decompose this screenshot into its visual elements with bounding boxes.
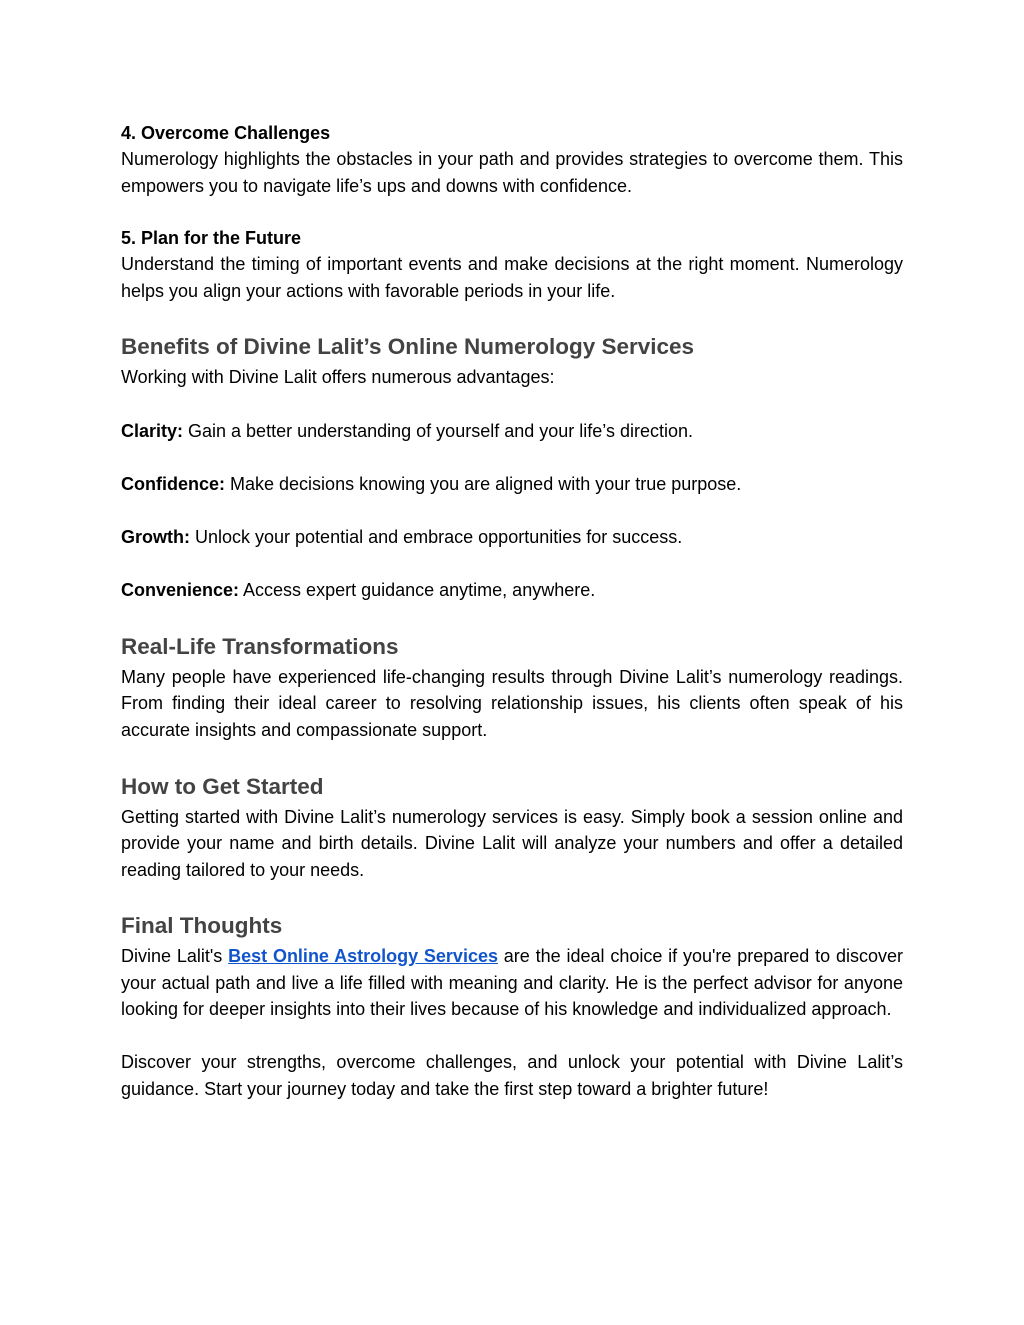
section-overcome-challenges bbox=[121, 120, 903, 199]
benefit-text: Make decisions knowing you are aligned with your true purpose. bbox=[225, 473, 742, 494]
paragraph: Many people have experienced life-changing results through Divine Lalit’s numerology readings. From finding their ideal career to resolving relationship issues, his clients often speak of his accurate insights and compassionate support. bbox=[121, 666, 903, 740]
section-final-thoughts bbox=[121, 911, 903, 1102]
text-run: Divine Lalit's bbox=[121, 946, 229, 967]
subsection-title: 5. Plan for the Future bbox=[121, 228, 302, 249]
benefit-text: Access expert guidance anytime, anywhere. bbox=[239, 580, 596, 601]
section-heading: Benefits of Divine Lalit’s Online Numerology Services bbox=[121, 334, 695, 360]
section-heading: How to Get Started bbox=[121, 773, 324, 799]
section-transformations bbox=[121, 632, 903, 744]
paragraph: Working with Divine Lalit offers numerous advantages: bbox=[121, 367, 555, 388]
closing-paragraph: Discover your strengths, overcome challenges, and unlock your potential with Divine Lalit’s guidance. Start your journey today and take the first step toward a brighter future! bbox=[121, 1052, 903, 1099]
paragraph: Getting started with Divine Lalit’s numerology services is easy. Simply book a session online and provide your name and birth details. Divine Lalit will analyze your numbers and offer a detailed reading tailored to your needs. bbox=[121, 806, 903, 880]
section-plan-for-future bbox=[121, 225, 903, 304]
text-run: are the ideal choice if you're prepared to discover your actual path and live a life filled with meaning and clarity. He is the perfect advisor for anyone looking for deeper insights into their lives because of his knowledge and individualized approach. bbox=[121, 946, 903, 1020]
section-get-started bbox=[121, 772, 903, 884]
benefit-item-convenience bbox=[121, 577, 903, 604]
document-page bbox=[121, 120, 903, 1102]
section-heading: Final Thoughts bbox=[121, 913, 283, 939]
benefit-label: Clarity: bbox=[121, 420, 184, 441]
benefit-item-growth bbox=[121, 524, 903, 551]
benefit-item-confidence bbox=[121, 471, 903, 498]
benefit-label: Confidence: bbox=[121, 473, 226, 494]
best-online-astrology-services-link[interactable]: Best Online Astrology Services bbox=[228, 946, 498, 967]
benefit-label: Growth: bbox=[121, 526, 190, 547]
benefit-text: Gain a better understanding of yourself and your life’s direction. bbox=[183, 420, 693, 441]
paragraph: Numerology highlights the obstacles in your path and provides strategies to overcome them. This empowers you to navigate life’s ups and downs with confidence. bbox=[121, 149, 903, 196]
benefit-item-clarity bbox=[121, 418, 903, 445]
benefit-label: Convenience: bbox=[121, 580, 240, 601]
section-heading: Real-Life Transformations bbox=[121, 633, 399, 659]
benefit-text: Unlock your potential and embrace opportunities for success. bbox=[190, 526, 683, 547]
subsection-title: 4. Overcome Challenges bbox=[121, 123, 331, 143]
paragraph bbox=[121, 943, 903, 1023]
paragraph: Understand the timing of important events and make decisions at the right moment. Numerology helps you align your actions with favorable periods in your life. bbox=[121, 254, 903, 301]
section-benefits bbox=[121, 332, 903, 603]
